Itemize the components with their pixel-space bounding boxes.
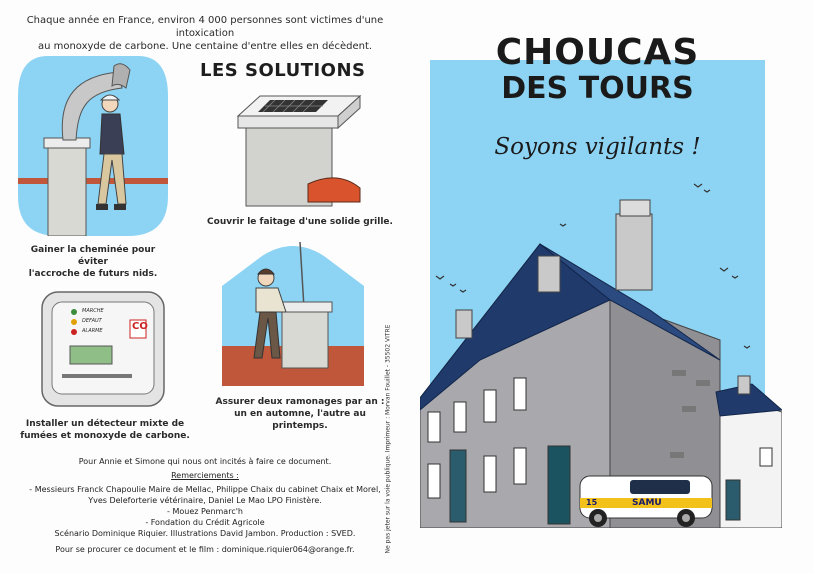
caption-sweeping-line-2: un en automne, l'autre au printemps. — [234, 409, 366, 431]
detector-led-marche: MARCHE — [82, 308, 104, 314]
cover-title-line-1: CHOUCAS — [495, 32, 700, 73]
detector-led-alarme: ALARME — [82, 328, 103, 334]
solutions-title: LES SOLUTIONS — [200, 60, 366, 81]
thanks-line-2: Yves Deleforterie vétérinaire, Daniel Le Mao LPO Finistère. — [88, 496, 322, 505]
caption-sweeping-line-1: Assurer deux ramonages par an : — [215, 397, 385, 407]
cover-title — [430, 33, 765, 105]
ambulance-number: 15 — [586, 498, 598, 507]
caption-detector-line-2: fumées et monoxyde de carbone. — [20, 431, 190, 441]
thanks-line-4: - Fondation du Crédit Agricole — [145, 518, 265, 527]
printer-note — [378, 324, 392, 560]
illustration-houses — [420, 180, 782, 528]
caption-grille: Couvrir le faitage d'une solide grille. — [207, 217, 393, 227]
caption-chimney-line-2: l'accroche de futurs nids. — [28, 269, 158, 279]
detector-co-label: CO — [132, 321, 148, 332]
illustration-chimney-lining — [18, 56, 168, 236]
dedication: Pour Annie et Simone qui nous ont incités à faire ce document. — [78, 457, 332, 466]
contact-line: Pour se procurer ce document et le film : dominique.riquier064@orange.fr. — [55, 545, 355, 554]
thanks-line-1: - Messieurs Franck Chapoulie Maire de Mellac, Philippe Chaix du cabinet Chaix et Morel, — [29, 485, 381, 494]
intro-line-2: au monoxyde de carbone. Une centaine d'entre elles en décèdent. — [37, 41, 373, 52]
thanks-title: Remerciements : — [171, 471, 239, 480]
cover-slogan: Soyons vigilants ! — [494, 134, 701, 160]
caption-chimney-lining — [18, 244, 168, 280]
thanks-line-3: - Mouez Penmarc'h — [167, 507, 243, 516]
ambulance-label: SAMU — [632, 498, 662, 508]
printer-note-text: Ne pas jeter sur la voie publique. Imprimeur : Morvan Fouillet - 35502 VITRE — [384, 324, 392, 554]
illustration-chimney-grille — [230, 88, 370, 208]
intro-text — [20, 14, 390, 53]
illustration-chimney-sweep — [222, 236, 364, 386]
credits — [20, 456, 390, 555]
scenario-line: Scénario Dominique Riquier. Illustrations David Jambon. Production : SVED. — [54, 529, 356, 538]
caption-sweeping — [205, 396, 395, 432]
illustration-detector — [40, 290, 166, 408]
caption-detector-line-1: Installer un détecteur mixte de — [25, 419, 185, 429]
caption-detector — [20, 418, 190, 442]
cover-title-line-2: DES TOURS — [501, 71, 694, 106]
intro-line-1: Chaque année en France, environ 4 000 personnes sont victimes d'une intoxication — [26, 15, 384, 39]
caption-chimney-line-1: Gainer la cheminée pour éviter — [30, 245, 156, 267]
detector-led-defaut: DEFAUT — [82, 318, 102, 324]
